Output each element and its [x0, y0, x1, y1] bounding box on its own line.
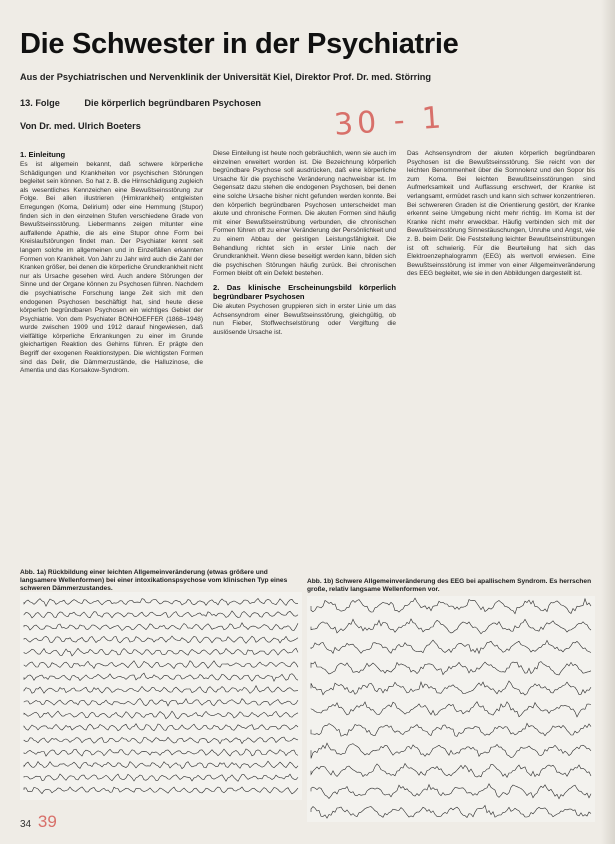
- page-edge-shadow: [601, 0, 615, 844]
- eeg-trace: [24, 787, 298, 794]
- series-label: 13. Folge: [20, 98, 60, 108]
- eeg-trace: [311, 764, 591, 778]
- eeg-trace: [311, 723, 591, 736]
- series-title: Die körperlich begründbaren Psychosen: [84, 98, 262, 108]
- eeg-trace: [24, 611, 298, 618]
- column-1-text: Es ist allgemein bekannt, daß schwere körperliche Schädigungen und Krankheiten vor psychischen Störungen begleitet sein können. So hat z. B. die Hirnschädigung zugleich als wesentliches Kennzeichen eine Bewußtseinsstörung zur Folge. Bei allen illustrieren (Hirnkrankheit) entgleisten Erregungen (Koma, Delirium) oder eine Hemmung (Stupor) finden sich in den einzelnen Stufen verschiedene Grade von Bewußtseinsstörung. Liebermanns zeigen mitunter eine auffallende Apathie, die als eine Stupor ohne Form bei Kreislaufstörungen findet man. Der Psychiater kennt seit langem solche im allgemeinen und in Einzelfällen erkannten Formen von Krankheit. Von Jahr zu Jahr wird auch die Zahl der Kranken größer, bei denen die körperliche Grundkrankheit nicht nur als Ursache gesehen wird. Auch andere Störungen der Sinne und der Organe können zu Psychosen führen. Nachdem die psychiatrische Forschung lange Zeit sich mit den endogenen Psychosen beschäftigt hat, sind heute diese körperlich begründbaren Psychosen ein wichtiges Gebiet der Psychiatrie. Von dem Psychiater BONHOEFFER (1868–1948) wurde zwischen 1909 und 1912 darauf hingewiesen, daß vielfältige körperliche Erkrankungen zu einer im Grunde gleichartigen Reaktion des Gehirns führen. Er prägte den Begriff der exogenen Reaktionstypen. Die wichtigsten Formen sind das Delir, die Dämmerzustände, die Halluzinose, die Amentia und das Korsakow-Syndrom.: [20, 161, 203, 375]
- column-3-text: Das Achsensyndrom der akuten körperlich begründbaren Psychosen ist die Bewußtseinsstörung. Sie reicht von der leichten Benommenheit über die Somnolenz und den Sopor bis zum Koma. Bei leichten Bewußtseinsstörungen sind Aufmerksamkeit und Auffassung erschwert, der Kranke ist verlangsamt, ermüdet rasch und kann sich schwer konzentrieren. Bei schwereren Graden ist die Orientierung gestört, der Kranke erkennt seine Umgebung nicht mehr richtig. Im Koma ist der Kranke nicht mehr erweckbar. Häufig verbinden sich mit der Bewußtseinsstörung Sinnestäuschungen, Unruhe und Angst, wie z. B. beim Delir. Die Feststellung leichter Bewußtseinstrübungen ist oft schwierig. Für die Beurteilung hat sich das Elektroenzephalogramm (EEG) als wertvoll erwiesen. Eine Bewußtseinsstörung ist immer von einer Allgemeinveränderung des EEG begleitet, wie sie in den Abbildungen dargestellt ist.: [407, 150, 595, 278]
- eeg-trace: [24, 661, 298, 669]
- column-3: [407, 150, 595, 283]
- printed-page-number: 34: [20, 819, 32, 830]
- handwritten-page-number: 39: [37, 812, 57, 831]
- eeg-trace: [24, 761, 298, 768]
- eeg-trace: [311, 743, 591, 758]
- eeg-trace: [311, 784, 591, 799]
- eeg-trace: [24, 749, 298, 756]
- eeg-trace: [311, 805, 591, 818]
- eeg-trace: [24, 599, 298, 607]
- eeg-trace: [311, 619, 591, 634]
- eeg-trace: [24, 711, 298, 719]
- eeg-figure-a: [20, 592, 302, 800]
- eeg-trace: [24, 673, 298, 681]
- article-subtitle: Aus der Psychiatrischen und Nervenklinik der Universität Kiel, Direktor Prof. Dr. med. Störring: [20, 72, 432, 82]
- eeg-trace: [311, 681, 591, 695]
- column-2-tail: Die akuten Psychosen gruppieren sich in erster Linie um das Achsensyndrom einer Bewußtseinsstörung, gleichgültig, ob nun Fieber, Stoffwechselstörung oder Vergiftung die auslösende Ursache ist.: [213, 302, 396, 336]
- eeg-trace: [24, 648, 298, 656]
- column-2-text: Diese Einteilung ist heute noch gebräuchlich, wenn sie auch im einzelnen erweitert worden ist. Die Bezeichnung körperlich begründbare Psychose soll ausdrücken, daß eine körperliche Ursache für die psychische Veränderung nachweisbar ist. Im Gegensatz dazu stehen die endogenen Psychosen, bei denen eine solche Ursache bisher nicht gefunden werden konnte. Bei den körperlich begründbaren Psychosen unterscheidet man akute und chronische Formen. Die akuten Formen sind häufig mit einer Bewußtseinstrübung verbunden, die chronischen Formen führen oft zu einer Veränderung der Persönlichkeit und zu einem Abbau der geistigen Leistungsfähigkeit. Die Behandlung richtet sich in erster Linie nach der Grundkrankheit. Wenn diese beseitigt werden kann, bilden sich die psychischen Störungen häufig zurück. Bei chronischen Formen bleibt oft ein Defekt bestehen.: [213, 150, 396, 278]
- handwritten-mark: 30 - 1: [332, 100, 447, 143]
- series-line: [20, 98, 261, 108]
- eeg-trace: [24, 699, 298, 706]
- author-line: Von Dr. med. Ulrich Boeters: [20, 121, 141, 131]
- page-number: [20, 812, 57, 832]
- article-title: Die Schwester in der Psychiatrie: [20, 28, 459, 60]
- section-heading-clinical: 2. Das klinische Erscheinungsbild körperlich begründbarer Psychosen: [213, 282, 396, 301]
- eeg-figure-b: [307, 596, 595, 822]
- eeg-trace: [311, 598, 591, 614]
- eeg-trace: [24, 636, 298, 643]
- figure-caption-a: Abb. 1a) Rückbildung einer leichten Allgemeinveränderung (etwas größere und langsamere Wellenformen) bei einer intoxikationspsychose vom klinischen Typ eines schweren Dämmerzustandes.: [20, 569, 288, 592]
- column-1: [20, 150, 203, 380]
- eeg-trace: [24, 686, 298, 694]
- eeg-trace: [311, 702, 591, 717]
- eeg-trace: [24, 623, 298, 631]
- section-heading-intro: 1. Einleitung: [20, 150, 66, 159]
- column-2: [213, 150, 396, 341]
- eeg-trace: [311, 640, 591, 653]
- eeg-trace: [311, 662, 591, 675]
- eeg-trace: [24, 774, 298, 781]
- figure-caption-b: Abb. 1b) Schwere Allgemeinveränderung des EEG bei apallischem Syndrom. Es herrschen große, relativ langsame Wellenformen vor.: [307, 578, 592, 593]
- eeg-trace: [24, 724, 298, 731]
- eeg-trace: [24, 737, 298, 744]
